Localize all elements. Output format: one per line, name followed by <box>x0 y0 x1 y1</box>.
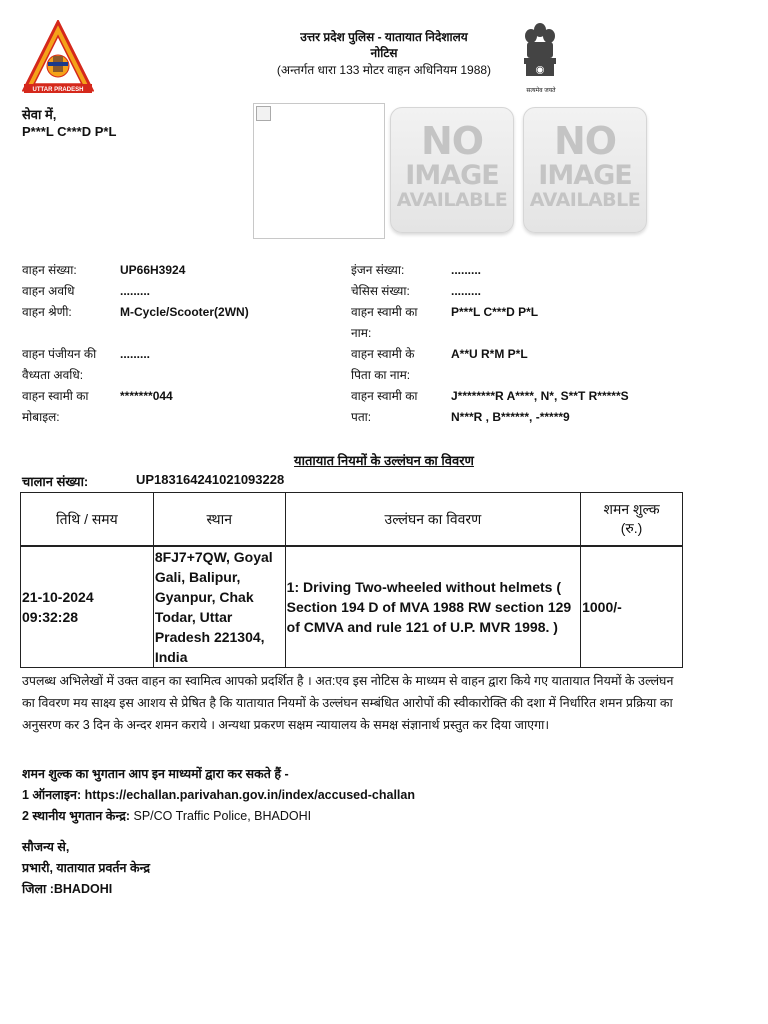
owner-father-value: A**U R*M P*L <box>451 347 528 361</box>
payment-local <box>22 807 311 824</box>
vehicle-category-value: M-Cycle/Scooter(2WN) <box>120 305 249 319</box>
violation-datetime <box>21 546 154 668</box>
violation-date: 21-10-2024 <box>22 589 94 605</box>
challan-number-label: चालान संख्या: <box>22 474 89 489</box>
violation-table <box>20 492 683 668</box>
column-fine <box>581 493 683 547</box>
owner-mobile-label-2: मोबाइल: <box>22 410 60 424</box>
column-place: स्थान <box>153 493 285 547</box>
engine-number-value: ......... <box>451 263 482 277</box>
violation-heading: यातायात नियमों के उल्लंघन का विवरण <box>294 453 474 468</box>
district-line: जिला :BHADOHI <box>22 882 113 896</box>
logo-bottom-text: UTTAR PRADESH <box>32 87 84 93</box>
owner-name-label-2: नाम: <box>351 326 372 340</box>
emblem-motto: सत्यमेव जयते <box>526 88 556 94</box>
column-details: उल्लंघन का विवरण <box>285 493 580 547</box>
vehicle-period-value: ......... <box>120 284 151 298</box>
owner-name-value: P***L C***D P*L <box>451 305 539 319</box>
no-image-line2: IMAGE <box>538 160 632 191</box>
national-emblem-icon <box>518 20 562 90</box>
owner-father-label-1: वाहन स्वामी के <box>351 347 415 361</box>
table-row <box>21 546 683 668</box>
violation-fine: 1000/- <box>581 546 683 668</box>
officer-line: प्रभारी, यातायात प्रवर्तन केन्द्र <box>22 861 151 875</box>
courtesy-line: सौजन्य से, <box>22 840 70 854</box>
registration-validity-label-1: वाहन पंजीयन की <box>22 347 97 361</box>
document-title: उत्तर प्रदेश पुलिस - यातायात निदेशालय <box>300 30 468 44</box>
document-notice-label: नोटिस <box>370 46 398 60</box>
notice-body-text: उपलब्ध अभिलेखों में उक्त वाहन का स्वामित्व आपको प्रदर्शित है । अत:एव इस नोटिस के माध्यम से वाहन द्वारा किये गए यातायात नियमों के उल्लंघन का विवरण मय साक्ष्य इस आशय से प्रेषित है कि यातायात नियमों के उल्लंघन सम्बंधित आरोपों की स्वीकारोक्ति की दशा में निर्धारित शमन प्रक्रिया का अनुसरण कर 3 दिन के अन्दर शमन कराये । अन्यथा प्रकरण सक्षम न्यायालय के समक्ष संज्ञानार्थ प्रस्तुत कर दिया जाएगा। <box>22 674 674 732</box>
addressee-name: P***L C***D P*L <box>22 124 117 139</box>
violation-place: 8FJ7+7QW, Goyal Gali, Balipur, Gyanpur, Chak Todar, Uttar Pradesh 221304, India <box>153 546 285 668</box>
payment-heading: शमन शुल्क का भुगतान आप इन माध्यमों द्वारा कर सकते हैं - <box>22 767 289 781</box>
vehicle-category-label: वाहन श्रेणी: <box>22 305 72 319</box>
registration-validity-value: ......... <box>120 347 151 361</box>
addressee-label: सेवा में, <box>22 107 57 122</box>
registration-validity-label-2: वैध्यता अवधि: <box>22 368 84 382</box>
no-image-line3: AVAILABLE <box>396 189 508 211</box>
owner-name-label-1: वाहन स्वामी का <box>351 305 418 319</box>
owner-address-value-1: J********R A****, N*, S**T R*****S <box>451 389 629 403</box>
violation-time: 09:32:28 <box>22 609 79 625</box>
payment-local-value: SP/CO Traffic Police, BHADOHI <box>133 809 312 823</box>
owner-address-label-1: वाहन स्वामी का <box>351 389 418 403</box>
payment-online-label: 1 ऑनलाइन: <box>22 788 85 802</box>
no-image-placeholder-2 <box>523 107 647 233</box>
vehicle-period-label: वाहन अवधि <box>22 284 75 298</box>
violation-details: 1: Driving Two-wheeled without helmets ( Section 194 D of MVA 1988 RW section 129 of CMVA and rule 121 of U.P. MVR 1998. ) <box>285 546 580 668</box>
no-image-line2: IMAGE <box>405 160 499 191</box>
engine-number-label: इंजन संख्या: <box>351 263 405 277</box>
challan-number-value: UP18316424102109322​8 <box>136 472 285 487</box>
payment-online <box>22 786 415 803</box>
owner-address-value-2: N***R , B******, -*****9 <box>451 410 570 424</box>
column-fine-line1: शमन शुल्क <box>603 501 660 517</box>
chassis-number-label: चेसिस संख्या: <box>351 284 410 298</box>
column-fine-line2: (रु.) <box>620 520 643 536</box>
no-image-line1: NO <box>553 119 617 163</box>
owner-mobile-label-1: वाहन स्वामी का <box>22 389 89 403</box>
no-image-line3: AVAILABLE <box>529 189 641 211</box>
chassis-number-value: ......... <box>451 284 482 298</box>
vehicle-number-label: वाहन संख्या: <box>22 263 77 277</box>
no-image-line1: NO <box>420 119 484 163</box>
owner-mobile-value: *******044 <box>120 389 173 403</box>
act-reference: (अन्तर्गत धारा 133 मोटर वाहन अधिनियम 1988) <box>276 63 492 77</box>
column-datetime: तिथि / समय <box>21 493 154 547</box>
no-image-placeholder-1 <box>390 107 514 233</box>
vehicle-number-value: UP66H3924 <box>120 263 186 277</box>
payment-local-label: 2 स्थानीय भुगतान केन्द्र: <box>22 809 134 823</box>
owner-father-label-2: पिता का नाम: <box>351 368 411 382</box>
owner-address-label-2: पता: <box>351 410 372 424</box>
payment-online-url[interactable]: https://echallan.parivahan.gov.in/index/accused-challan <box>84 788 415 802</box>
broken-image-icon <box>256 106 271 121</box>
violation-photo-broken <box>253 103 385 239</box>
